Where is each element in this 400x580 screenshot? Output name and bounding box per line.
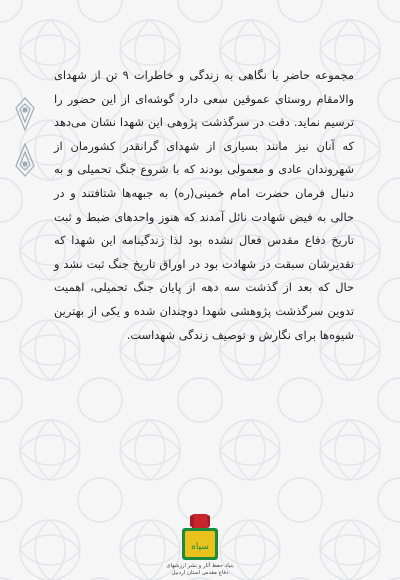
ornament-bottom (12, 142, 38, 178)
logo-caption-line1: بنیاد حفظ آثار و نشر ارزشهای (166, 563, 234, 569)
ornament-top (12, 96, 38, 132)
logo-caption-line2: دفاع مقدس استان اردبیل (171, 570, 229, 576)
logo-emblem-icon (172, 510, 228, 564)
body-paragraph: مجموعه حاضر با نگاهی به زندگی و خاطرات ۹ تن از شهدای والامقام روستای عموقین سعی دارد گوشه‌ای از این حضور را ترسیم نماید. دقت در سرگذشت پژوهی این شهدا نشان می‌دهد که آنان نیز مانند بسیاری از شهدای گرانقدر کشورمان از شهروندان عادی و معمولی بودند که با شروع جنگ تحمیلی و به دنبال فرمان حضرت امام خمینی(ره) به جبهه‌ها شتافتند و در حالی به فیض شهادت نائل آمدند که هنوز واحدهای ضبط و ثبت تاریخ دفاع مقدس فعال نشده بود لذا زندگینامه این شهدا که تقدیرشان سبقت در شهادت بود در اوراق تاریخ جنگ ثبت نشد و حال که بعد از گذشت سه دهه از پایان جنگ تحمیلی، اهمیت تدوین سرگذشت پژوهشی شهدا دوچندان شده و یکی از بهترین شیوه‌ها برای نگارش و توصیف زندگی شهداست. (54, 68, 354, 342)
svg-text:سپاه: سپاه (191, 542, 209, 552)
organization-logo (172, 510, 228, 564)
